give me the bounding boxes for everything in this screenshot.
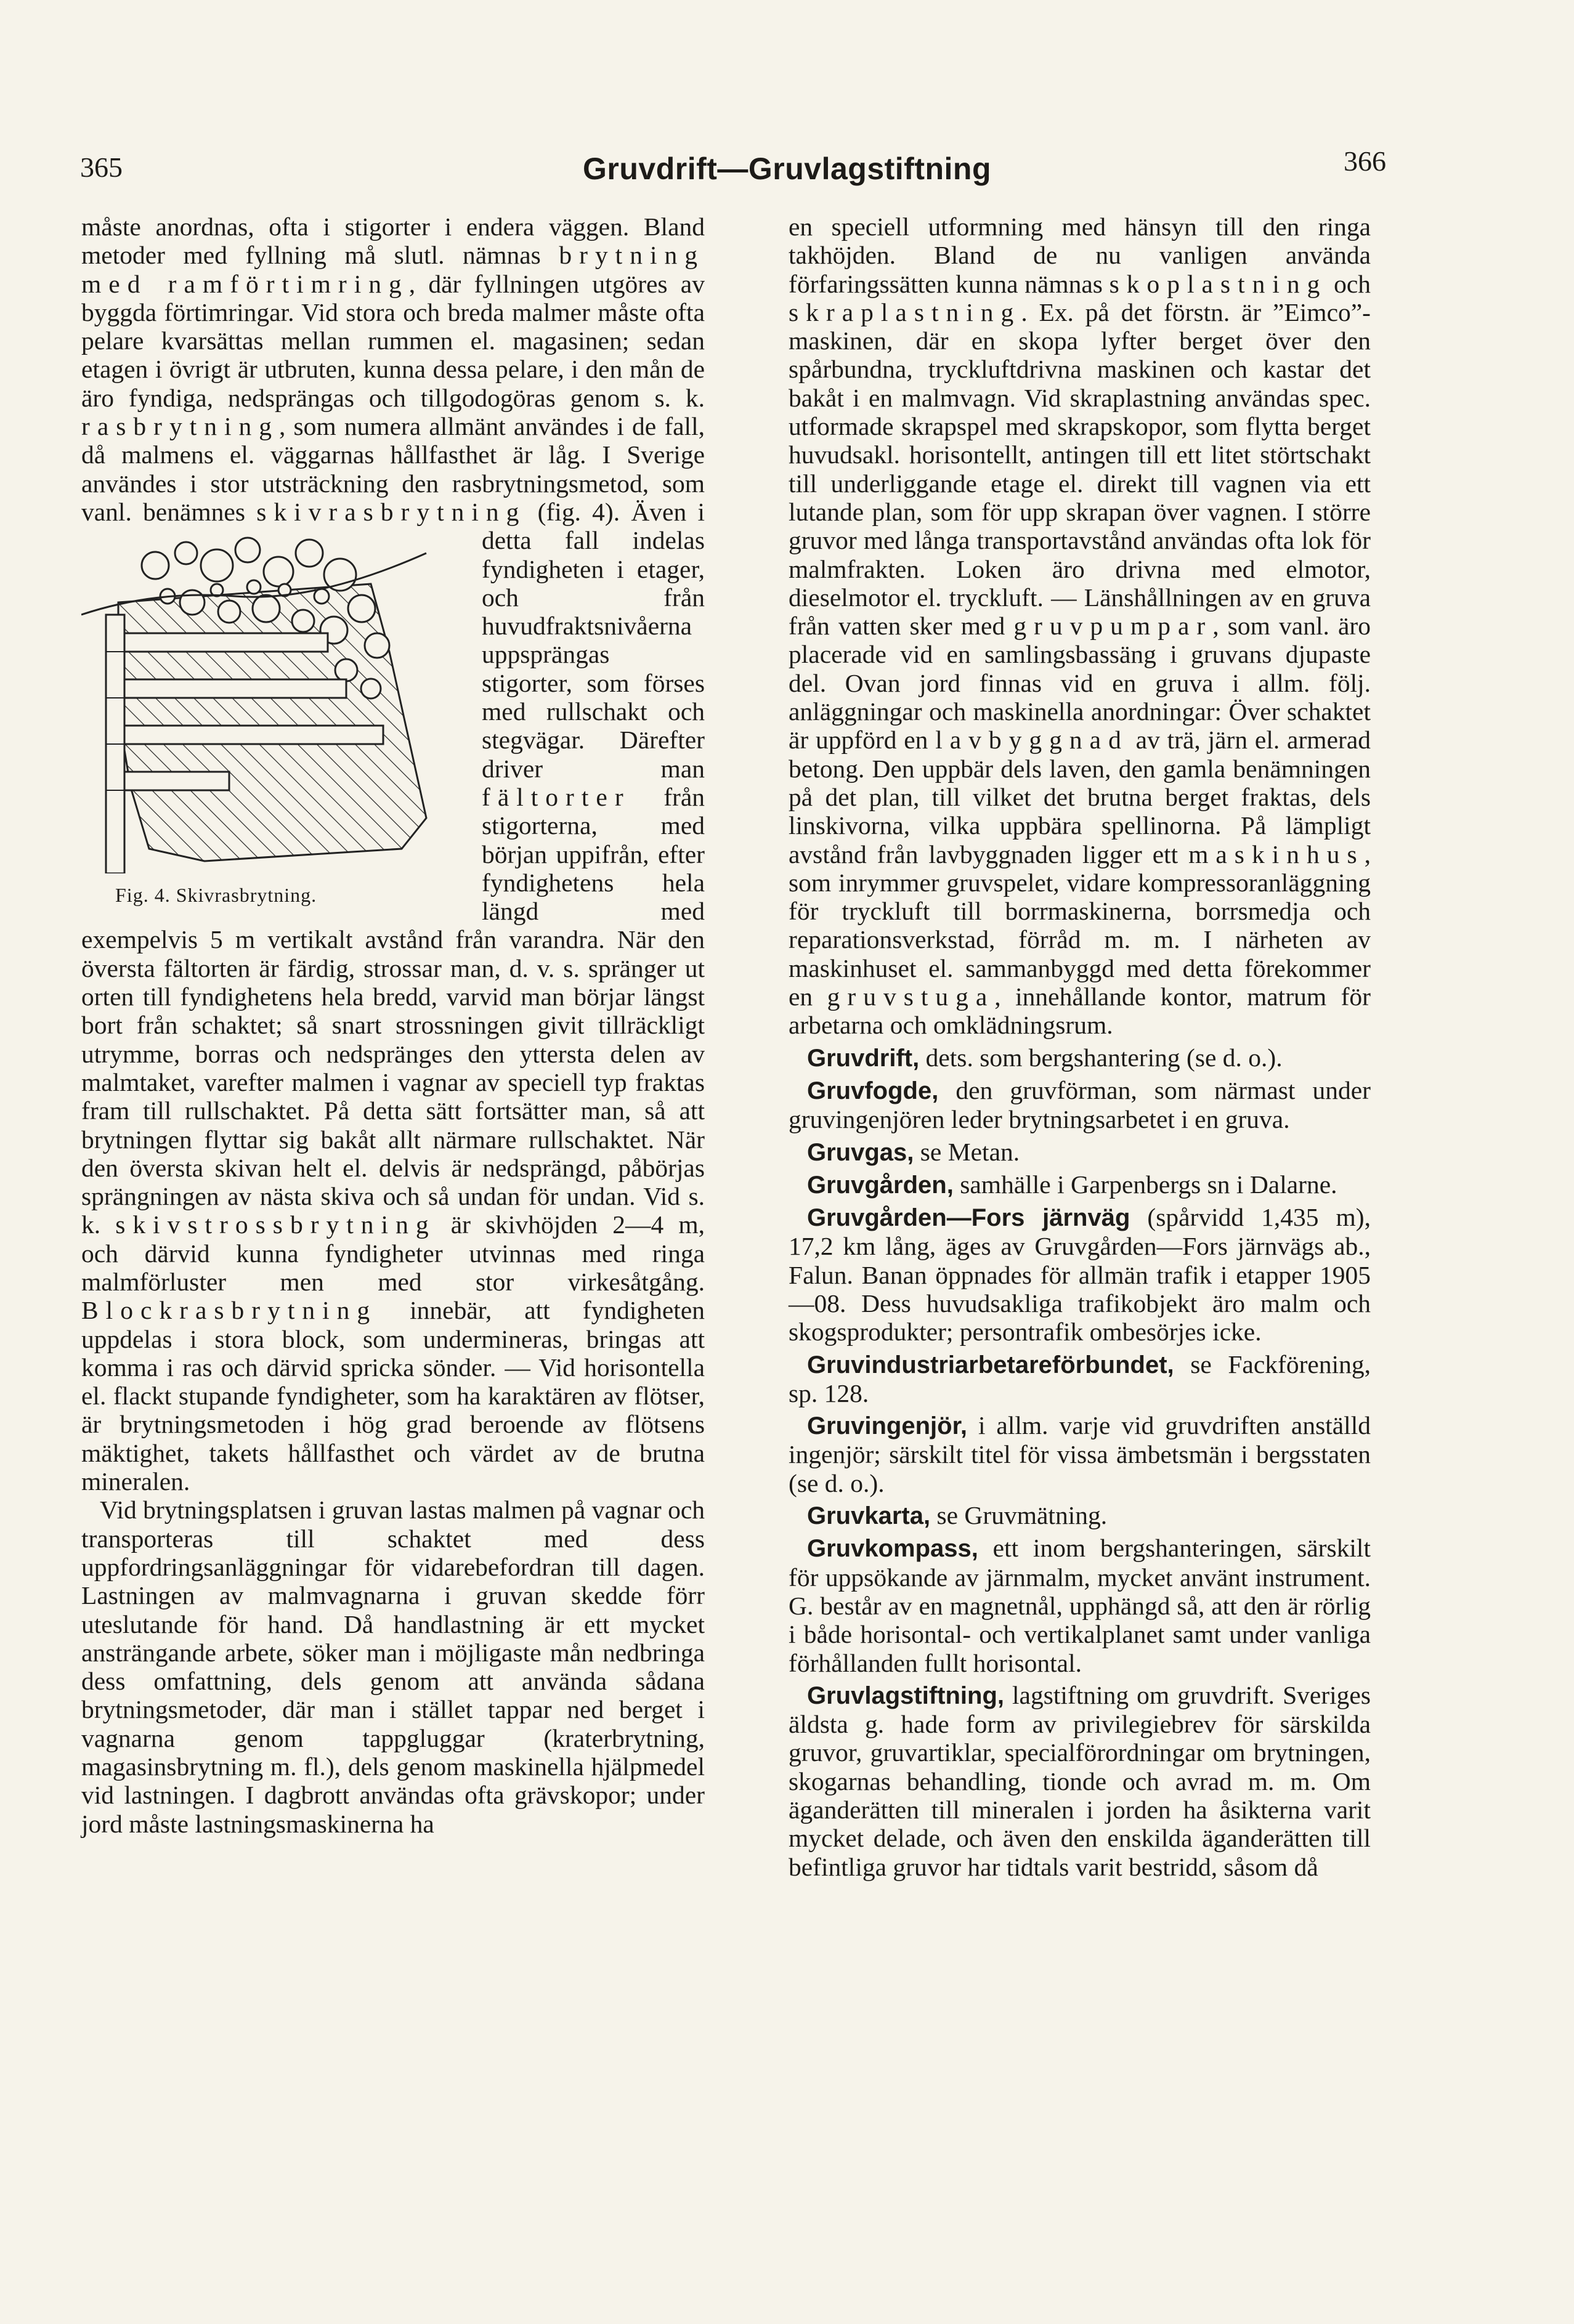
spaced-term: rasbrytning <box>81 412 280 441</box>
spaced-term: gruvpumpar <box>1013 612 1213 641</box>
running-title: Gruvdrift—Gruvlagstiftning <box>583 152 991 186</box>
text-run: en speciell utformning med hänsyn till den ringa takhöjden. Bland de nu vanligen använda förfaringssätten kunna nämnas <box>789 213 1371 298</box>
entry-gruvindustriarbetareforbundet <box>789 1350 1371 1408</box>
spaced-term: skraplastning <box>789 298 1021 326</box>
paragraph-loading: Vid brytningsplatsen i gruvan lastas malmen på vagnar och transporteras till schaktet med dess uppfordringsanläggningar för vidarebefordran till dagen. Lastningen av malmvagnarna i gruvan skedde förr uteslutande för hand. Då handlastning är ett mycket ansträngande arbete, söker man i möjligaste mån nedbringa dess omfattning, dels genom att använda sådana brytningsmetoder, där man i stället tappar ned berget i vagnarna genom tappgluggar (kraterbrytning, magasinsbrytning m. fl.), dels genom maskinella hjälpmedel vid lastningen. I dagbrott användas ofta grävskopor; under jord måste lastningsmaskinerna ha <box>81 1496 705 1838</box>
headword: Gruvkompass, <box>807 1535 978 1563</box>
headword: Gruvgården, <box>807 1171 954 1199</box>
headword: Gruvindustriarbetareförbundet, <box>807 1351 1174 1379</box>
entry-gruvlagstiftning <box>789 1681 1371 1881</box>
text-run: , som inrymmer gruvspelet, vidare kompressoranläggning för tryckluft till borrmaskinerna, borrsmedja och reparationsverkstad, förråd m. m. I närheten av maskinhuset el. sammanbyggd med detta förekommer en <box>789 840 1371 1011</box>
entry-text: lagstiftning om gruvdrift. Sveriges äldsta g. hade form av privilegiebrev för särskilda gruvor, gruvartiklar, specialförordningar om brytningen, skogarnas behandling, tionde och avrad m. m. Om äganderätten till mineralen i jorden ha åsikterna varit mycket delade, och även den enskilda äganderätten till befintliga gruvor har tidtals varit bestridd, såsom då <box>789 1680 1371 1881</box>
spaced-term: maskinhus <box>1188 840 1365 868</box>
running-header <box>0 145 1574 200</box>
entry-text: den gruvförman, som närmast under gruvingenjören leder brytningsarbetet i en gruva. <box>789 1075 1371 1134</box>
entry-gruvingenjor <box>789 1411 1371 1497</box>
mine-section-diagram <box>81 528 463 873</box>
entry-gruvgarden <box>789 1170 1371 1199</box>
entry-text: se Fackförening, sp. 128. <box>789 1350 1371 1407</box>
spaced-term: brytning med ramförtimring <box>81 241 705 298</box>
text-run: , där fyllningen utgöres av byggda förtimringar. Vid stora och breda malmer måste ofta pelare kvarsättas mellan rummen el. magasinen; sedan etagen i övrigt är utbruten, kunna dessa pelare, i den mån de äro fyndiga, nedsprängas och tillgodogöras genom s. k. <box>81 269 705 412</box>
entry-gruvfogde <box>789 1076 1371 1134</box>
left-column <box>81 213 705 1838</box>
page-number-right: 366 <box>1344 145 1386 177</box>
entry-text: se Metan. <box>914 1137 1020 1166</box>
text-run: , som vanl. äro placerade vid en samlingsbassäng i gruvans djupaste del. Ovan jord finnas vid en gruva i allm. följ. anläggningar och maskinella anordningar: Över schaktet är uppförd en <box>789 612 1371 755</box>
text-run: (fig. 4). Även i detta fall indelas fyndigheten i etager, och från huvudfraktsnivåerna uppsprängas stigorter, som förses med rullschakt och stegvägar. Därefter driver man <box>482 497 705 783</box>
page-number-left: 365 <box>80 152 123 183</box>
text-run: är skivhöjden 2—4 m, och därvid kunna fyndigheter utvinnas med ringa malmförluster men med stor virkesåtgång. <box>81 1210 705 1296</box>
figure-skivrasbrytning <box>81 528 463 906</box>
entry-gruvkarta <box>789 1501 1371 1530</box>
spaced-term: lavbyggnad <box>935 726 1129 755</box>
entry-text: dets. som bergshantering (se d. o.). <box>919 1043 1283 1072</box>
headword: Gruvkarta, <box>807 1502 931 1530</box>
spaced-term: skoplastning <box>1109 269 1328 298</box>
headword: Gruvgården—Fors järnväg <box>807 1204 1130 1232</box>
headword: Gruvlagstiftning, <box>807 1682 1004 1709</box>
paragraph-loading-continued <box>789 213 1371 1040</box>
entry-text: ett inom bergshanteringen, särskilt för uppsökande av järnmalm, mycket använt instrument. G. består av en magnetnål, upphängd så, att den är rörlig i både horisontal- och vertikalplanet samt under vanliga förhållanden fullt horisontal. <box>789 1534 1371 1677</box>
entry-gruvdrift <box>789 1043 1371 1072</box>
entry-text: (spårvidd 1,435 m), 17,2 km lång, äges av Gruvgården—Fors järnvägs ab., Falun. Banan öppnades för allmän trafik i etapper 1905—08. Dess huvudsakliga trafikobjekt äro malm och skogsprodukter; persontrafik ombesörjes icke. <box>789 1203 1371 1346</box>
entry-text: se Gruvmätning. <box>930 1501 1108 1530</box>
text-run: . Ex. på det förstn. är ”Eimco”-maskinen, där en skopa lyfter berget över den spårbundna, tryckluftdrivna maskinen och kastar det bakåt i en malmvagn. Vid skraplastning användas spec. utformade skrapspel med skrapskopor, som flytta berget huvudsakl. horisontellt, antingen till ett litet störtschakt till underliggande etage el. direkt till vagnen via ett lutande plan, som för upp skrapan över vagnen. I större gruvor med långa transportavstånd användas ofta lok för malmfrakten. Loken äro drivna med elmotor, dieselmotor el. tryckluft. — Länshållningen av en gruva från vatten sker med <box>789 298 1371 641</box>
right-column <box>789 213 1371 1881</box>
spaced-term: skivstrossbrytning <box>115 1210 436 1239</box>
figure-caption: Fig. 4. Skivrasbrytning. <box>115 883 317 906</box>
headword: Gruvdrift, <box>807 1044 920 1072</box>
text-run: , som numera allmänt användes i de fall, då malmens el. väggarnas hållfasthet är låg. I Sverige användes i stor utsträckning den rasbrytningsmetod, som vanl. benämnes <box>81 412 705 526</box>
text-run: måste anordnas, ofta i stigorter i endera väggen. Bland metoder med fyllning må slutl. nämnas <box>81 213 705 270</box>
text-run: och <box>1327 269 1371 298</box>
text-run: från stigorterna, med början uppifrån, efter fyndighetens hela längd med exempelvis 5 m vertikalt avstånd från varandra. När den översta fältorten är färdig, strossar man, d. v. s. spränger ut orten till fyndighetens hela bredd, varvid man börjar längst bort från schaktet; så snart strossningen givit tillräckligt utrymme, borras och nedspränges den yttersta delen av malmtaket, varefter malmen i vagnar av speciell typ fraktas fram till rullschaktet. På detta sätt fortsätter man, så att brytningen flyttar sig bakåt allt närmare rullschaktet. När den översta skivan helt el. delvis är nedsprängd, påbörjas sprängningen av nästa skiva och så undan för undan. Vid s. k. <box>81 782 705 1239</box>
headword: Gruvfogde, <box>807 1077 939 1104</box>
entry-text: i allm. varje vid gruvdriften anställd ingenjör; särskilt titel för vissa ämbetsmän i bergsstaten (se d. o.). <box>789 1411 1371 1497</box>
entry-gruvgas <box>789 1138 1371 1167</box>
spaced-term: fältorter <box>482 782 631 811</box>
spaced-term: gruvstuga <box>827 982 995 1011</box>
text-run: av trä, järn el. armerad betong. Den uppbär dels laven, den gamla benämningen på det plan, till vilket det brutna berget fraktas, dels linskivorna, vilka uppbära spellinorna. På lämpligt avstånd från lavbyggnaden ligger ett <box>789 726 1371 868</box>
spaced-term: skivrasbrytning <box>256 497 527 526</box>
spaced-term: Blockrasbrytning <box>81 1296 378 1325</box>
headword: Gruvingenjör, <box>807 1412 968 1440</box>
text-run: innebär, att fyndigheten uppdelas i stora block, som undermineras, bringas att komma i ras och därvid spricka sönder. — Vid horisontella el. flackt stupande fyndigheter, som ha karaktären av flötser, är brytningsmetoden i hög grad beroende av flötsens mäktighet, takets hållfasthet och värdet av de brutna mineralen. <box>81 1296 705 1496</box>
text-run: , innehållande kontor, matrum för arbetarna och omklädningsrum. <box>789 982 1371 1040</box>
entry-text: samhälle i Garpenbergs sn i Dalarne. <box>953 1170 1337 1199</box>
headword: Gruvgas, <box>807 1138 914 1166</box>
entry-gruvgarden-fors-jarnvag <box>789 1203 1371 1346</box>
entry-gruvkompass <box>789 1534 1371 1677</box>
paragraph-mining-methods <box>81 213 705 1496</box>
